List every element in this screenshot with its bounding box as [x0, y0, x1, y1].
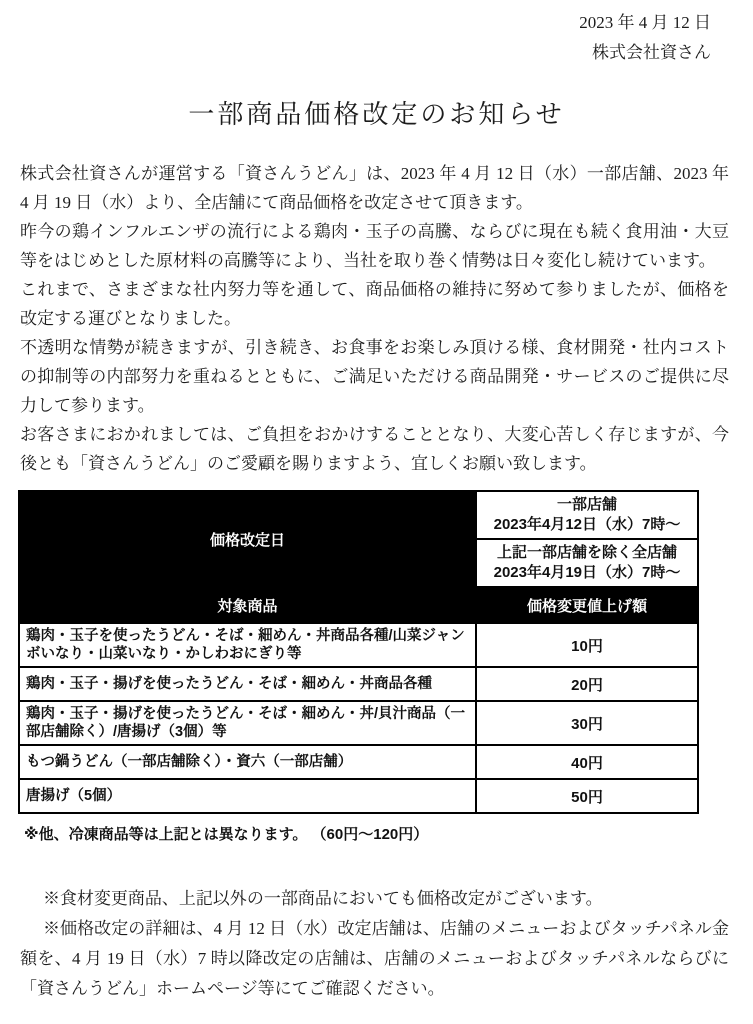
product-cell: 鶏肉・玉子・揚げを使ったうどん・そば・細めん・丼/貝汁商品（一部店舗除く）/唐揚げ（3個）等 — [19, 701, 476, 745]
doc-date: 2023 年 4 月 12 日 — [579, 13, 711, 32]
table-row — [19, 587, 698, 623]
product-cell: もつ鍋うどん（一部店舗除く）・資六（一部店舗） — [19, 745, 476, 779]
table-row — [19, 745, 698, 779]
price-cell: 30円 — [476, 701, 698, 745]
body-paragraph: これまで、さまざまな社内努力等を通して、商品価格の維持に努めて参りましたが、価格を改定する運びとなりました。 — [20, 280, 729, 328]
price-cell: 40円 — [476, 745, 698, 779]
revision-date-header-cell: 価格改定日 — [19, 491, 476, 587]
body-paragraph: 不透明な情勢が続きますが、引き続き、お食事をお楽しみ頂ける様、食材開発・社内コストの抑制等の内部努力を重ねるとともに、ご満足いただける商品開発・サービスのご提供に尽力して参ります。 — [20, 338, 729, 415]
schedule-cell-all-stores — [476, 539, 698, 587]
price-cell: 50円 — [476, 779, 698, 813]
product-column-header: 対象商品 — [19, 587, 476, 623]
table-row — [19, 491, 698, 539]
table-row — [19, 701, 698, 745]
price-cell: 20円 — [476, 667, 698, 701]
table-row — [19, 779, 698, 813]
body-paragraph: お客さまにおかれましては、ご負担をおかけすることとなり、大変心苦しく存じますが、今後とも「資さんうどん」のご愛顧を賜りますよう、宜しくお願い致します。 — [20, 425, 729, 473]
footnote: ※食材変更商品、上記以外の一部商品においても価格改定がございます。 — [42, 889, 603, 908]
schedule-scope: 上記一部店舗を除く全店舗 — [496, 544, 677, 561]
product-cell: 鶏肉・玉子・揚げを使ったうどん・そば・細めん・丼商品各種 — [19, 667, 476, 701]
doc-company: 株式会社資さん — [592, 43, 711, 62]
footnote: ※価格改定の詳細は、4 月 12 日（水）改定店舗は、店舗のメニューおよびタッチパネル金額を、4 月 19 日（水）7 時以降改定の店舗は、店舗のメニューおよびタッチパネルならびに「資さんうどん」ホームページ等にてご確認ください。 — [20, 919, 729, 998]
price-column-header: 価格変更値上げ額 — [476, 587, 698, 623]
table-row — [19, 623, 698, 667]
schedule-scope: 一部店舗 — [556, 496, 617, 513]
schedule-datetime: 2023年4月12日（水）7時～ — [493, 516, 681, 533]
price-revision-table — [18, 490, 699, 814]
schedule-datetime: 2023年4月19日（水）7時～ — [493, 564, 681, 581]
doc-header — [0, 0, 753, 68]
schedule-cell-partial-stores — [476, 491, 698, 539]
price-cell: 10円 — [476, 623, 698, 667]
product-cell: 鶏肉・玉子を使ったうどん・そば・細めん・丼商品各種/山菜ジャンボいなり・山菜いなり・かしわおにぎり等 — [19, 623, 476, 667]
body-paragraph: 昨今の鶏インフルエンザの流行による鶏肉・玉子の高騰、ならびに現在も続く食用油・大豆等をはじめとした原材料の高騰等により、当社を取り巻く情勢は日々変化し続けています。 — [20, 222, 729, 270]
body-paragraph: 株式会社資さんが運営する「資さんうどん」は、2023 年 4 月 12 日（水）一部店舗、2023 年 4 月 19 日（水）より、全店舗にて商品価格を改定させて頂きます。 — [20, 164, 729, 212]
footnotes — [0, 884, 753, 1004]
table-note: ※他、冷凍商品等は上記とは異なります。 （60円～120円） — [24, 826, 429, 843]
doc-body — [0, 159, 753, 478]
table-row — [19, 667, 698, 701]
page-title: 一部商品価格改定のお知らせ — [188, 100, 565, 129]
product-cell: 唐揚げ（5個） — [19, 779, 476, 813]
